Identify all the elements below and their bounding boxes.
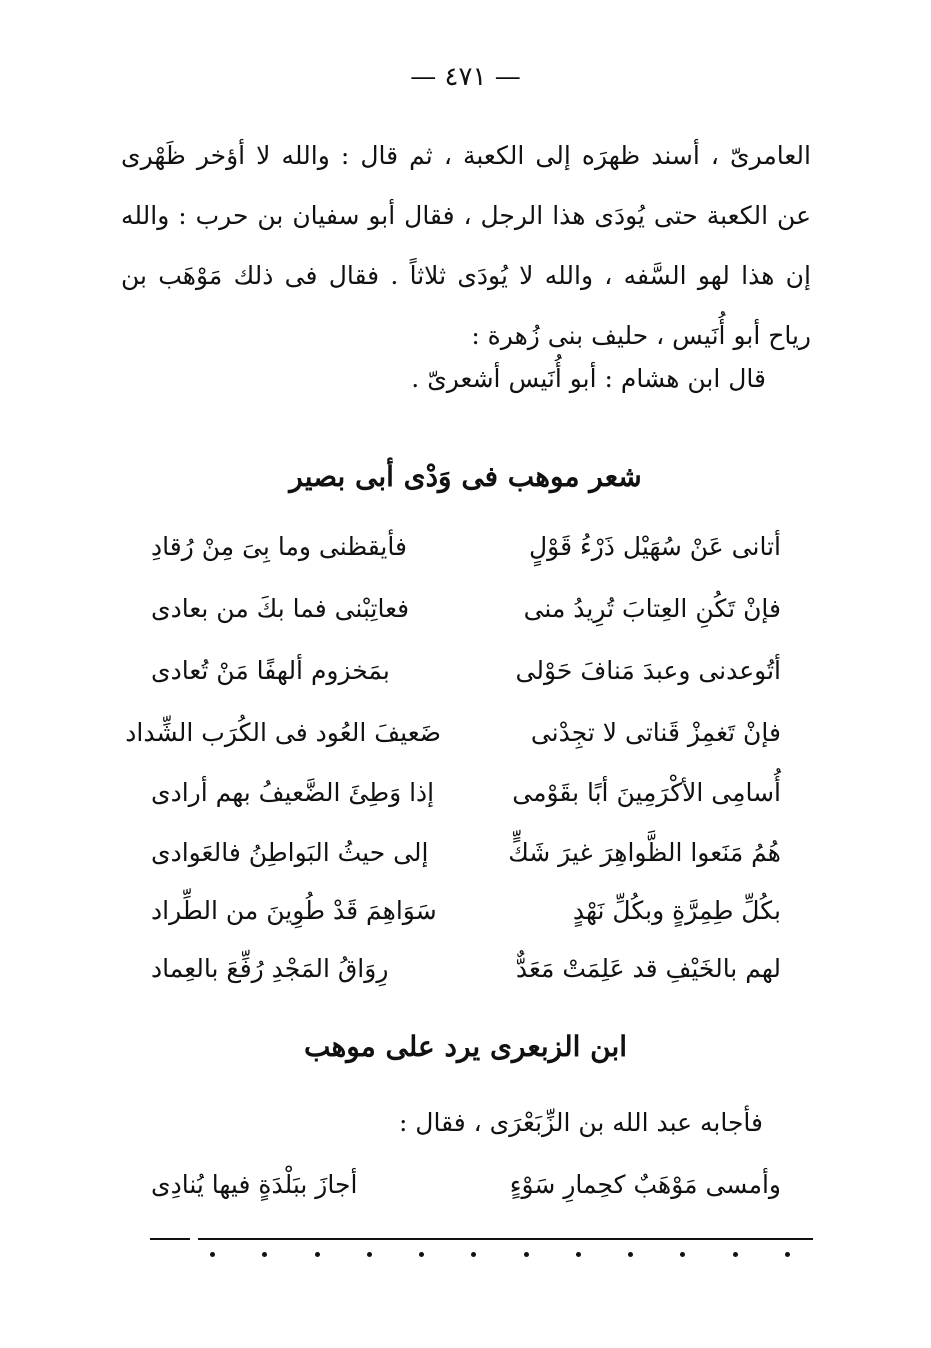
dot <box>524 1252 529 1257</box>
first-hemistich: بكُلِّ طِمِرَّةٍ وبكُلِّ نَهْدٍ <box>572 896 781 925</box>
second-hemistich: فأيقظنى وما بِىَ مِنْ رُقادِ <box>151 532 407 561</box>
dot <box>628 1252 633 1257</box>
second-hemistich: فعاتِبْنى فما بكَ من بعادى <box>151 594 410 623</box>
dot <box>785 1252 790 1257</box>
reply-intro: فأجابه عبد الله بن الزِّبَعْرَى ، فقال : <box>398 1108 763 1137</box>
dot <box>315 1252 320 1257</box>
first-hemistich: أتُوعدنى وعبدَ مَنافَ حَوْلى <box>515 656 781 685</box>
footer-rule-short <box>150 1238 190 1240</box>
verse-row <box>151 778 781 836</box>
dot <box>733 1252 738 1257</box>
page-number: — ٤٧١ — <box>410 62 521 92</box>
verse-row <box>151 838 781 896</box>
second-hemistich: سَوَاهِمَ قَدْ طُوِينَ من الطِّراد <box>151 896 437 925</box>
dot <box>471 1252 476 1257</box>
second-hemistich: رِوَاقُ المَجْدِ رُفِّعَ بالعِماد <box>151 954 389 983</box>
verse-row <box>151 656 781 714</box>
dot <box>680 1252 685 1257</box>
dot <box>419 1252 424 1257</box>
first-hemistich: وأمسى مَوْهَبٌ كحِمارِ سَوْءٍ <box>509 1170 781 1199</box>
first-hemistich: فإنْ تَكُنِ العِتابَ تُرِيدُ منى <box>523 594 781 623</box>
footer-rule-long <box>198 1238 813 1240</box>
dot <box>262 1252 267 1257</box>
dot <box>367 1252 372 1257</box>
verse-row <box>151 532 781 590</box>
second-hemistich: إذا وَطِئَ الضَّعيفُ بهم أرادى <box>151 778 435 807</box>
second-hemistich: إلى حيثُ البَواطِنُ فالعَوادى <box>151 838 429 867</box>
verse-row <box>125 718 781 776</box>
dot <box>210 1252 215 1257</box>
section-heading-ibn-zibara-reply: ابن الزبعرى يرد على موهب <box>303 1030 628 1063</box>
section-heading-mawhab-poem: شعر موهب فى وَدْى أبى بصير <box>289 460 642 493</box>
second-hemistich: أجازَ ببَلْدَةٍ فيها يُنادِى <box>151 1170 358 1199</box>
first-hemistich: أُسامِى الأكْرَمِينَ أبًا بقَوْمى <box>512 778 781 807</box>
first-hemistich: فإنْ تَغمِزْ قَناتى لا تجِدْنى <box>530 718 781 747</box>
dot <box>576 1252 581 1257</box>
ibn-hisham-note: قال ابن هشام : أبو أُنَيس أشعرىّ . <box>411 364 766 393</box>
first-hemistich: هُمُ مَنَعوا الظَّواهِرَ غيرَ شَكٍّ <box>508 838 781 867</box>
verse-row <box>151 1170 781 1228</box>
verse-row <box>151 954 781 1012</box>
verse-row <box>151 594 781 652</box>
first-hemistich: لهم بالخَيْفِ قد عَلِمَتْ مَعَدٌّ <box>515 954 781 983</box>
footer-dots <box>210 1252 790 1257</box>
verse-row <box>151 896 781 954</box>
first-hemistich: أتانى عَنْ سُهَيْل ذَرْءُ قَوْلٍ <box>529 532 781 561</box>
intro-paragraph: العامرىّ ، أسند ظهرَه إلى الكعبة ، ثم قال : والله لا أؤخر ظَهْرى عن الكعبة حتى يُودَى هذا الرجل ، فقال أبو سفيان بن حرب : والله إن هذا لهو السَّفه ، والله لا يُودَى ثلاثاً . فقال فى ذلك مَوْهَب بن رياح أبو أُنَيس ، حليف بنى زُهرة : <box>121 141 811 350</box>
second-hemistich: بمَخزوم ألهفًا مَنْ تُعادى <box>151 656 390 685</box>
second-hemistich: ضَعيفَ العُود فى الكُرَب الشِّداد <box>125 718 441 747</box>
